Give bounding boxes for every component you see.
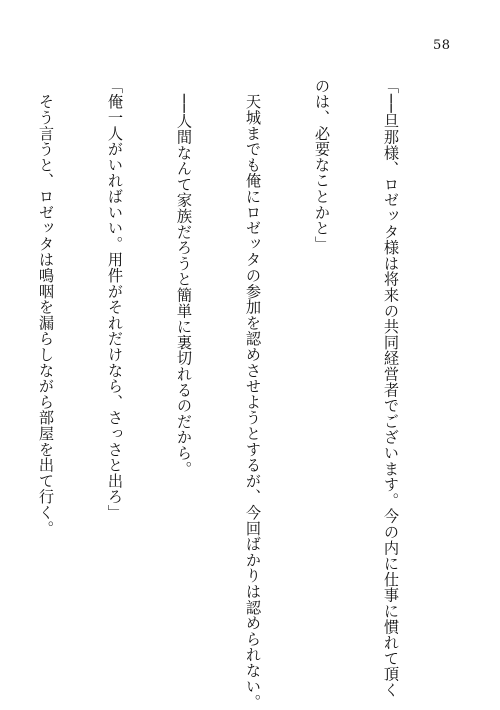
text-line: 天城までも俺にロゼッタの参加を認めさせようとするが、今回ばかりは認められない。 bbox=[244, 78, 262, 710]
page-number: 58 bbox=[433, 38, 451, 53]
text-line: ──人間なんて家族だろうと簡単に裏切れるのだから。 bbox=[175, 78, 193, 477]
text-line: そう言うと、ロゼッタは鳴咽を漏らしながら部屋を出て行く。 bbox=[37, 78, 55, 537]
text-line: 「──旦那様、ロゼッタ様は将来の共同経営者でございます。今の内に仕事に慣れて頂く bbox=[382, 78, 400, 698]
text-line: 「俺一人がいればいい。用件がそれだけなら、さっさと出ろ」 bbox=[106, 78, 124, 521]
text-line: のは、必要なことかと」 bbox=[313, 78, 331, 252]
body-text bbox=[0, 78, 448, 710]
